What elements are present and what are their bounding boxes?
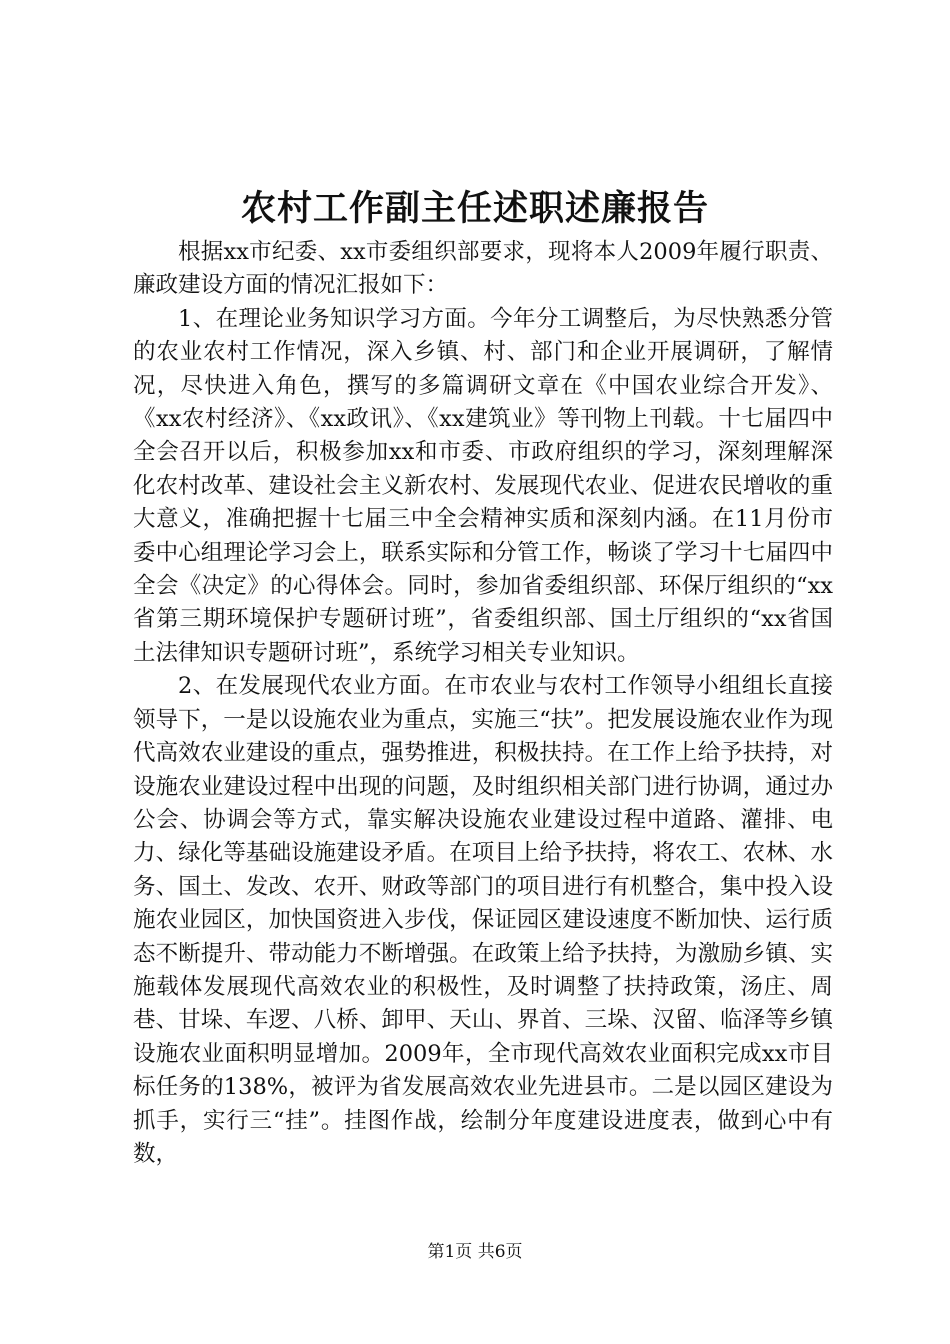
page-number-footer: 第1页 共6页 [427,1242,523,1262]
paragraph-intro: 根据xx市纪委、xx市委组织部要求，现将本人2009年履行职责、廉政建设方面的情况汇报如下： [133,239,833,299]
paragraph-agriculture: 2、在发展现代农业方面。在市农业与农村工作领导小组组长直接领导下，一是以设施农业为重点，实施三“扶”。把发展设施农业作为现代高效农业建设的重点，强势推进，积极扶持。在工作上给予扶持，对设施农业建设过程中出现的问题，及时组织相关部门进行协调，通过办公会、协调会等方式，靠实解决设施农业建设过程中道路、灌排、电力、绿化等基础设施建设矛盾。在项目上给予扶持，将农工、农林、水务、国土、发改、农开、财政等部门的项目进行有机整合，集中投入设施农业园区，加快国资进入步伐，保证园区建设速度不断加快、运行质态不断提升、带动能力不断增强。在政策上给予扶持，为激励乡镇、实施载体发展现代高效农业的积极性，及时调整了扶持政策，汤庄、周巷、甘垛、车逻、八桥、卸甲、天山、界首、三垛、汉留、临泽等乡镇设施农业面积明显增加。2009年，全市现代高效农业面积完成xx市目标任务的138%，被评为省发展高效农业先进县市。二是以园区建设为抓手，实行三“挂”。挂图作战，绘制分年度建设进度表，做到心中有数， [133,673,833,1167]
paragraph-study: 1、在理论业务知识学习方面。今年分工调整后，为尽快熟悉分管的农业农村工作情况，深入乡镇、村、部门和企业开展调研，了解情况，尽快进入角色，撰写的多篇调研文章在《中国农业综合开发》、《xx农村经济》、《xx政讯》、《xx建筑业》等刊物上刊载。十七届四中全会召开以后，积极参加xx和市委、市政府组织的学习，深刻理解深化农村改革、建设社会主义新农村、发展现代农业、促进农民增收的重大意义，准确把握十七届三中全会精神实质和深刻内涵。在11月份市委中心组理论学习会上，联系实际和分管工作，畅谈了学习十七届四中全会《决定》的心得体会。同时，参加省委组织部、环保厅组织的“xx省第三期环境保护专题研讨班”，省委组织部、国土厅组织的“xx省国土法律知识专题研讨班”，系统学习相关专业知识。 [133,305,833,666]
document-title: 农村工作副主任述职述廉报告 [240,188,709,229]
document-body [133,236,833,1171]
